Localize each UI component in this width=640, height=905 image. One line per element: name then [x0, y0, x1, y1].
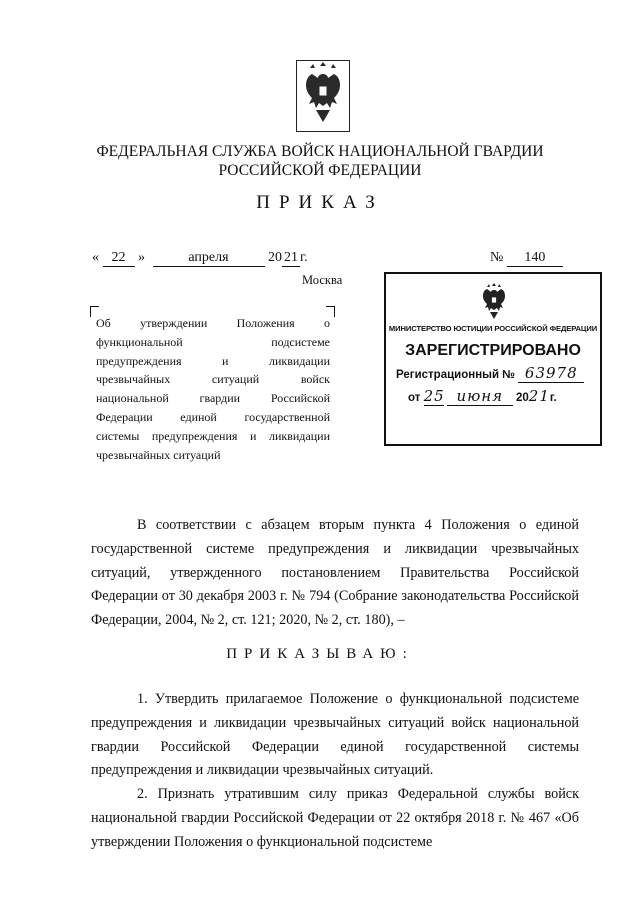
stamp-date-row: [386, 387, 600, 406]
stamp-date-month: июня: [447, 387, 513, 406]
date-open-quote: «: [92, 250, 99, 265]
stamp-registered: ЗАРЕГИСТРИРОВАНО: [405, 342, 581, 359]
stamp-ministry: МИНИСТЕРСТВО ЮСТИЦИИ РОССИЙСКОЙ ФЕДЕРАЦИИ: [388, 324, 598, 333]
stamp-year-mark: г.: [549, 392, 557, 404]
order-number-label: №: [490, 250, 504, 265]
stamp-reg-number: 63978: [518, 364, 584, 383]
order-city: Москва: [302, 273, 343, 287]
subject-line: предупреждения и ликвидации: [96, 353, 330, 368]
order-verb: ПРИКАЗЫВАЮ:: [226, 646, 414, 662]
agency-name-line1: ФЕДЕРАЛЬНАЯ СЛУЖБА ВОЙСК НАЦИОНАЛЬНОЙ ГВАРДИИ: [96, 143, 544, 160]
subject-line: системы предупреждения и ликвидации: [96, 428, 330, 443]
order-number-value: 140: [507, 250, 563, 267]
subject-line: Об утверждении Положения о: [96, 316, 330, 330]
subject-line: чрезвычайных ситуаций войск: [96, 372, 330, 387]
date-year-suffix: 21: [284, 250, 298, 265]
date-year-mark: г.: [300, 250, 308, 265]
order-subject: [96, 314, 330, 464]
order-date: [92, 250, 308, 267]
date-day: 22: [103, 250, 135, 267]
stamp-reg-row: [386, 364, 600, 383]
stamp-reg-label: Регистрационный №: [396, 369, 516, 381]
stamp-year-prefix: 20: [515, 392, 529, 404]
registration-stamp: [384, 272, 602, 446]
subject-line: чрезвычайных ситуаций: [96, 447, 221, 462]
stamp-date-day: 25: [423, 387, 445, 405]
date-year-prefix: 20: [268, 250, 282, 265]
subject-line: национальной гвардии Российской: [96, 391, 330, 406]
stamp-year-suffix: 21: [528, 387, 550, 405]
agency-name-line2: РОССИЙСКОЙ ФЕДЕРАЦИИ: [218, 162, 422, 179]
preamble-paragraph: В соответствии с абзацем вторым пункта 4 Положения о единой государственной системе предупреждения и ликвидации чрезвычайных ситуаций, утвержденного постановлением Правительства Российской Федерации от 30 декабря 2003 г. № 794 (Собрание законодательства Российской Федерации, 2004, № 2, ст. 121; 2020, № 2, ст. 180), –: [91, 517, 579, 629]
subject-line: Федерации единой государственной: [96, 409, 330, 424]
document-title: ПРИКАЗ: [256, 192, 384, 213]
order-item-2: 2. Признать утратившим силу приказ Федеральной службы войск национальной гвардии Российской Федерации от 22 октября 2018 г. № 467 «Об утверждении Положения о функциональной подсистеме: [91, 786, 579, 850]
double-headed-eagle-icon: [296, 60, 350, 132]
order-item-1: 1. Утвердить прилагаемое Положение о функциональной подсистеме предупреждения и ликвидации чрезвычайных ситуаций войск национальной гвардии Российской Федерации единой государственной системы предупреждения и ликвидации чрезвычайных ситуаций.: [91, 691, 579, 779]
stamp-eagle-icon: [478, 282, 510, 320]
stamp-date-label: от: [408, 392, 421, 404]
order-number: [490, 250, 563, 267]
date-close-quote: »: [138, 250, 145, 265]
date-month: апреля: [153, 250, 265, 267]
subject-line: функциональной подсистеме: [96, 334, 330, 349]
